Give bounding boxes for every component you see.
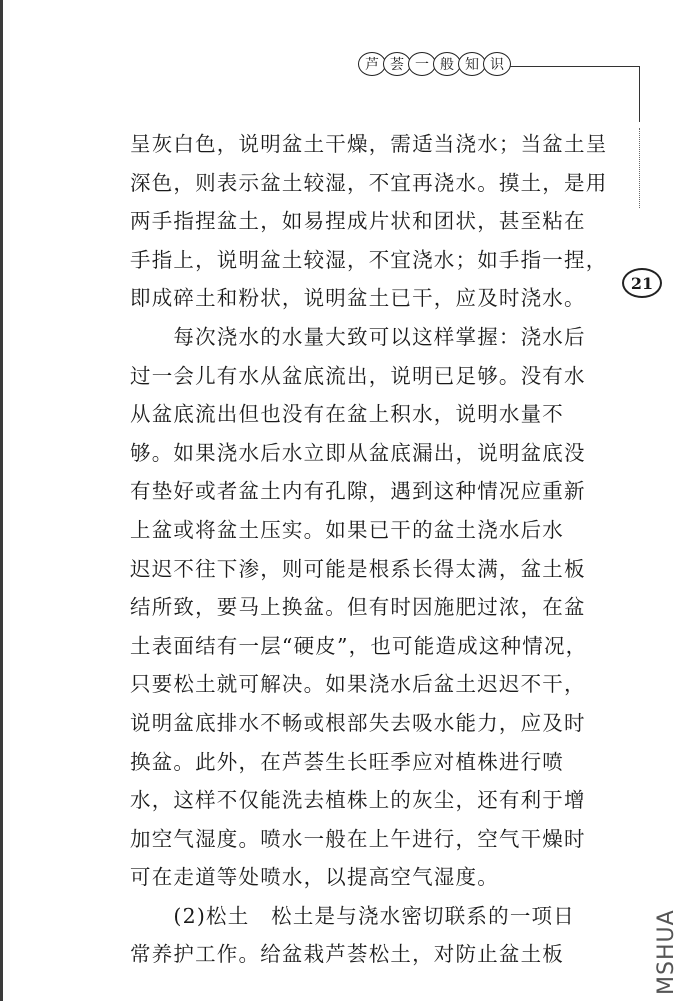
text-line: 从盆底流出但也没有在盆上积水，说明水量不 bbox=[130, 402, 564, 427]
text-line: 土表面结有一层“硬皮”，也可能造成这种情况， bbox=[130, 633, 588, 658]
header-char: 识 bbox=[483, 52, 511, 76]
header-char: 荟 bbox=[383, 52, 411, 76]
text-line: 只要松土就可解决。如果浇水后盆土迟迟不干， bbox=[130, 672, 586, 697]
text-line: 有垫好或者盆土内有孔隙，遇到这种情况应重新 bbox=[130, 479, 586, 504]
text-line: 加空气湿度。喷水一般在上午进行，空气干燥时 bbox=[130, 826, 586, 851]
text-line: 说明盆底排水不畅或根部失去吸水能力，应及时 bbox=[130, 710, 586, 735]
watermark-text: MSHUA bbox=[654, 909, 679, 995]
text-line: 呈灰白色，说明盆土干燥，需适当浇水；当盆土呈 bbox=[130, 132, 608, 156]
header-vertical-rule bbox=[639, 66, 640, 122]
header-char: 芦 bbox=[358, 52, 386, 76]
text-line: 即成碎土和粉状，说明盆土已干，应及时浇水。 bbox=[130, 286, 586, 311]
text-line: 换盆。此外，在芦荟生长旺季应对植株进行喷 bbox=[130, 749, 564, 774]
text-line: 可在走道等处喷水，以提高空气湿度。 bbox=[130, 865, 499, 890]
body-text bbox=[130, 125, 608, 974]
running-header-title bbox=[358, 52, 508, 76]
text-line: 过一会儿有水从盆底流出，说明已足够。没有水 bbox=[130, 363, 586, 388]
text-line: 两手指捏盆土，如易捏成片状和团状，甚至粘在 bbox=[130, 209, 586, 234]
text-line: 结所致，要马上换盆。但有时因施肥过浓，在盆 bbox=[130, 595, 586, 620]
header-char: 般 bbox=[433, 52, 461, 76]
header-char: 一 bbox=[408, 52, 436, 76]
page-left-edge bbox=[0, 0, 3, 1001]
text-line: 水，这样不仅能洗去植株上的灰尘，还有利于增 bbox=[130, 788, 586, 813]
page-number: 21 bbox=[622, 268, 662, 298]
text-line: 上盆或将盆土压实。如果已干的盆土浇水后水 bbox=[130, 517, 564, 542]
header-char: 知 bbox=[458, 52, 486, 76]
text-line: 每次浇水的水量大致可以这样掌握：浇水后 bbox=[130, 324, 586, 349]
watermark bbox=[646, 885, 686, 1001]
header-dotted-rule bbox=[639, 128, 640, 208]
text-line: 常养护工作。给盆栽芦荟松土，对防止盆土板 bbox=[130, 942, 564, 967]
text-line: 迟迟不往下渗，则可能是根系长得太满，盆土板 bbox=[130, 556, 586, 581]
text-line: 够。如果浇水后水立即从盆底漏出，说明盆底没 bbox=[130, 440, 586, 465]
text-line: 手指上，说明盆土较湿，不宜浇水；如手指一捏， bbox=[130, 247, 608, 272]
text-line: (2)松土 松土是与浇水密切联系的一项日 bbox=[130, 903, 575, 928]
text-line: 深色，则表示盆土较湿，不宜再浇水。摸土，是用 bbox=[130, 170, 608, 195]
header-rule bbox=[510, 66, 640, 67]
